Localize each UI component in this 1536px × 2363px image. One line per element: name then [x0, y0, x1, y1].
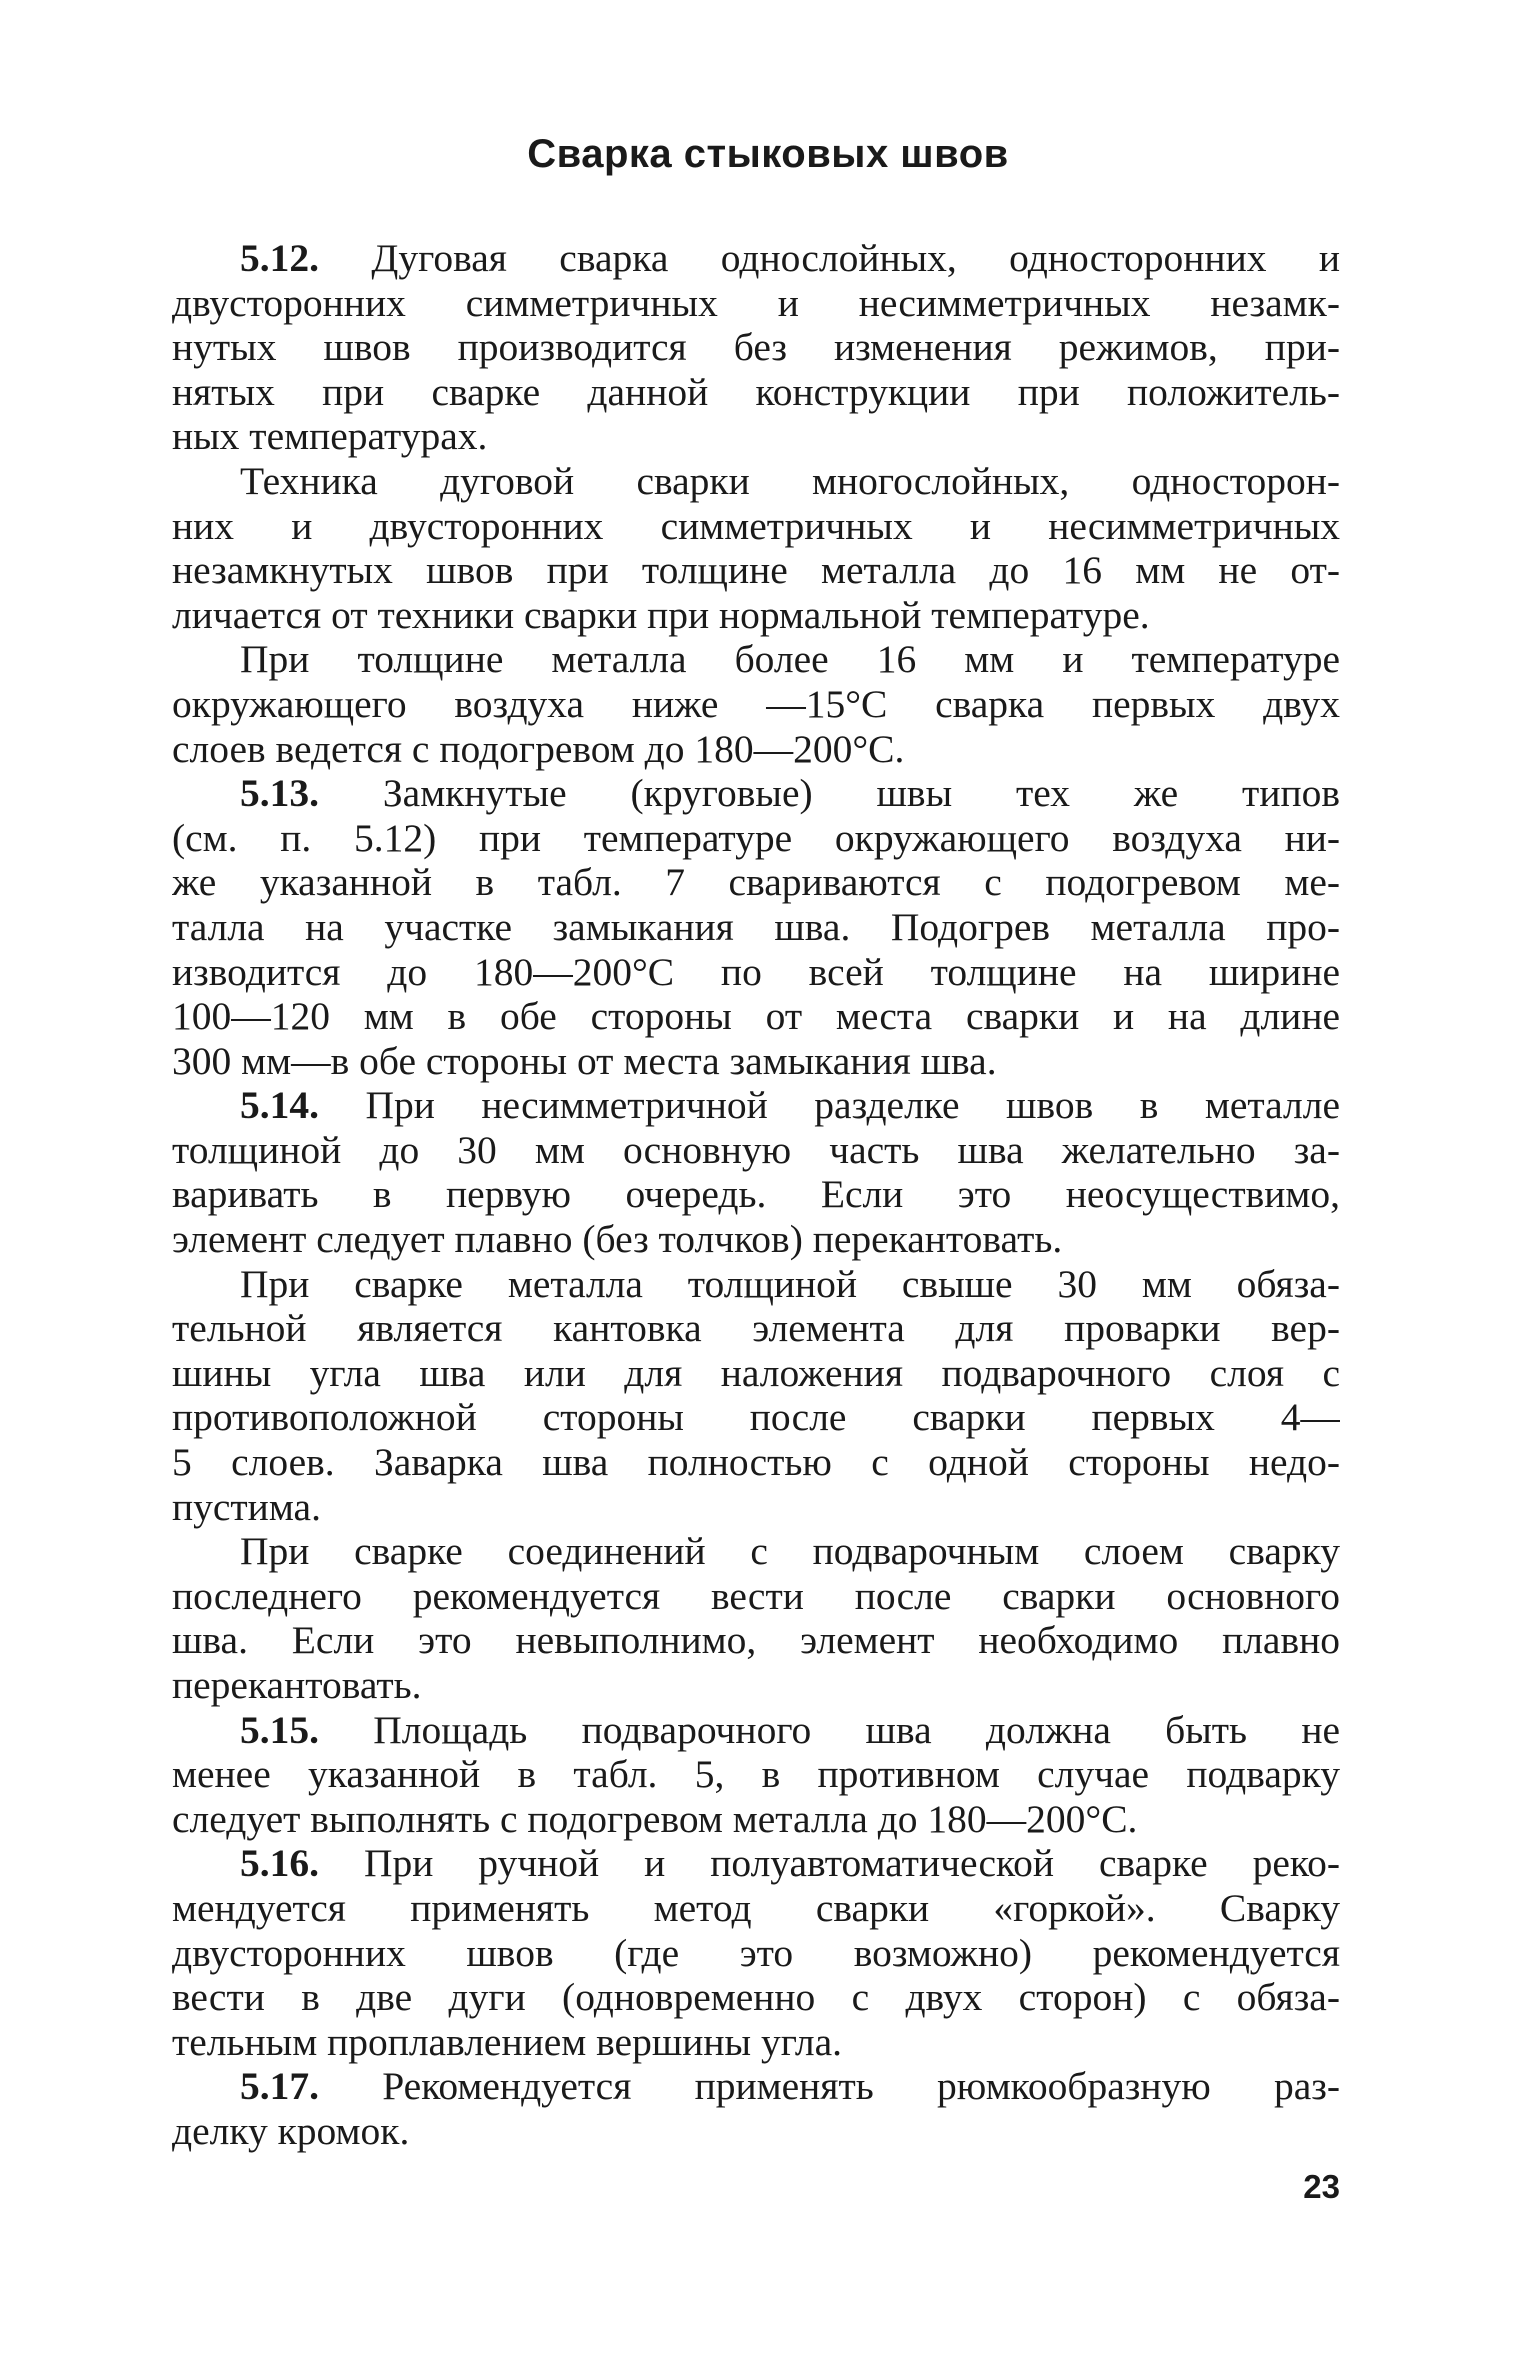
text-line	[172, 816, 1340, 861]
line-text: противоположной стороны после сварки первых 4—	[172, 1395, 1340, 1440]
text-line	[172, 905, 1340, 950]
text-line	[172, 1975, 1340, 2020]
text-line	[172, 1663, 1340, 1708]
text-line	[172, 593, 1340, 638]
line-text: Площадь подварочного шва должна быть не	[373, 1707, 1340, 1752]
text-line	[172, 994, 1340, 1039]
line-text: ных температурах.	[172, 414, 488, 459]
text-line	[172, 1128, 1340, 1173]
text-line	[172, 637, 1340, 682]
text-line	[172, 1039, 1340, 1084]
line-text: При ручной и полуавтоматической сварке реко-	[363, 1841, 1340, 1886]
text-line	[172, 860, 1340, 905]
text-line	[172, 1618, 1340, 1663]
text-line	[172, 370, 1340, 415]
line-text: нутых швов производится без изменения режимов, при-	[172, 325, 1340, 370]
line-text: двусторонних швов (где это возможно) рекомендуется	[172, 1930, 1340, 1975]
line-text: талла на участке замыкания шва. Подогрев металла про-	[172, 904, 1340, 949]
text-line	[172, 2020, 1340, 2065]
text-line	[172, 281, 1340, 326]
text-line	[172, 1262, 1340, 1307]
line-text: тельной является кантовка элемента для проварки вер-	[172, 1306, 1340, 1351]
line-text: При толщине металла более 16 мм и температуре	[240, 637, 1340, 682]
text-line	[172, 236, 1340, 281]
clause-number: 5.17.	[240, 2064, 319, 2109]
text-line	[172, 1083, 1340, 1128]
page-number: 23	[1303, 2168, 1340, 2205]
clause-number: 5.15.	[240, 1707, 319, 1752]
line-text: вести в две дуги (одновременно с двух сторон) с обяза-	[172, 1975, 1340, 2020]
line-text: личается от техники сварки при нормальной температуре.	[172, 592, 1150, 637]
text-line	[172, 1395, 1340, 1440]
line-text: двусторонних симметричных и несимметричных незамк-	[172, 280, 1340, 325]
text-line	[172, 2109, 1340, 2154]
clause-number: 5.13.	[240, 771, 319, 816]
section-heading: Сварка стыковых швов	[527, 132, 1009, 176]
text-line	[172, 1797, 1340, 1842]
line-text: нятых при сварке данной конструкции при положитель-	[172, 369, 1340, 414]
text-line	[172, 1886, 1340, 1931]
text-line	[172, 414, 1340, 459]
line-text: (см. п. 5.12) при температуре окружающего воздуха ни-	[172, 815, 1340, 860]
line-text: следует выполнять с подогревом металла до 180—200°С.	[172, 1796, 1138, 1841]
line-text: При несимметричной разделке швов в металле	[365, 1083, 1340, 1128]
line-text: Замкнутые (круговые) швы тех же типов	[382, 771, 1340, 816]
text-line	[172, 1217, 1340, 1262]
text-line	[172, 548, 1340, 593]
line-text: делку кромок.	[172, 2108, 410, 2153]
line-text: же указанной в табл. 7 свариваются с подогревом ме-	[172, 860, 1340, 905]
line-text: варивать в первую очередь. Если это неосуществимо,	[172, 1172, 1340, 1217]
clause-number: 5.14.	[240, 1083, 319, 1128]
text-line	[172, 1708, 1340, 1753]
line-text: шины угла шва или для наложения подварочного слоя с	[172, 1350, 1340, 1395]
line-text: Техника дуговой сварки многослойных, односторон-	[240, 458, 1340, 503]
body-text	[172, 236, 1340, 2154]
line-text: менее указанной в табл. 5, в противном случае подварку	[172, 1752, 1340, 1797]
text-line	[172, 1931, 1340, 1976]
clause-number: 5.16.	[240, 1841, 319, 1886]
text-line	[172, 1574, 1340, 1619]
text-line	[172, 1485, 1340, 1530]
line-text: незамкнутых швов при толщине металла до 16 мм не от-	[172, 548, 1340, 593]
line-text: последнего рекомендуется вести после сварки основного	[172, 1573, 1340, 1618]
line-text: окружающего воздуха ниже —15°С сварка первых двух	[172, 681, 1340, 726]
line-text: пустима.	[172, 1484, 321, 1529]
line-text: них и двусторонних симметричных и несимметричных	[172, 503, 1340, 548]
text-line	[172, 1440, 1340, 1485]
text-line	[172, 2064, 1340, 2109]
text-line	[172, 1752, 1340, 1797]
line-text: изводится до 180—200°С по всей толщине на ширине	[172, 949, 1340, 994]
text-line	[172, 325, 1340, 370]
line-text: толщиной до 30 мм основную часть шва желательно за-	[172, 1127, 1340, 1172]
text-line	[172, 682, 1340, 727]
text-line	[172, 727, 1340, 772]
line-text: мендуется применять метод сварки «горкой». Сварку	[172, 1885, 1340, 1930]
line-text: 300 мм—в обе стороны от места замыкания шва.	[172, 1038, 997, 1083]
text-line	[172, 1306, 1340, 1351]
text-line	[172, 459, 1340, 504]
line-text: Дуговая сварка однослойных, односторонних и	[371, 236, 1340, 280]
text-line	[172, 1529, 1340, 1574]
line-text: 5 слоев. Заварка шва полностью с одной стороны недо-	[172, 1440, 1340, 1485]
clause-number: 5.12.	[240, 236, 319, 280]
line-text: шва. Если это невыполнимо, элемент необходимо плавно	[172, 1618, 1340, 1663]
text-line	[172, 1172, 1340, 1217]
line-text: Рекомендуется применять рюмкообразную раз-	[382, 2064, 1340, 2109]
line-text: слоев ведется с подогревом до 180—200°С.	[172, 726, 905, 771]
text-line	[172, 1841, 1340, 1886]
line-text: 100—120 мм в обе стороны от места сварки и на длине	[172, 994, 1340, 1039]
text-line	[172, 771, 1340, 816]
text-line	[172, 504, 1340, 549]
line-text: перекантовать.	[172, 1663, 422, 1707]
text-line	[172, 950, 1340, 995]
line-text: При сварке металла толщиной свыше 30 мм обяза-	[240, 1261, 1340, 1306]
text-line	[172, 1351, 1340, 1396]
line-text: При сварке соединений с подварочным слоем сварку	[240, 1529, 1340, 1574]
line-text: тельным проплавлением вершины угла.	[172, 2019, 843, 2064]
line-text: элемент следует плавно (без толчков) перекантовать.	[172, 1217, 1063, 1262]
